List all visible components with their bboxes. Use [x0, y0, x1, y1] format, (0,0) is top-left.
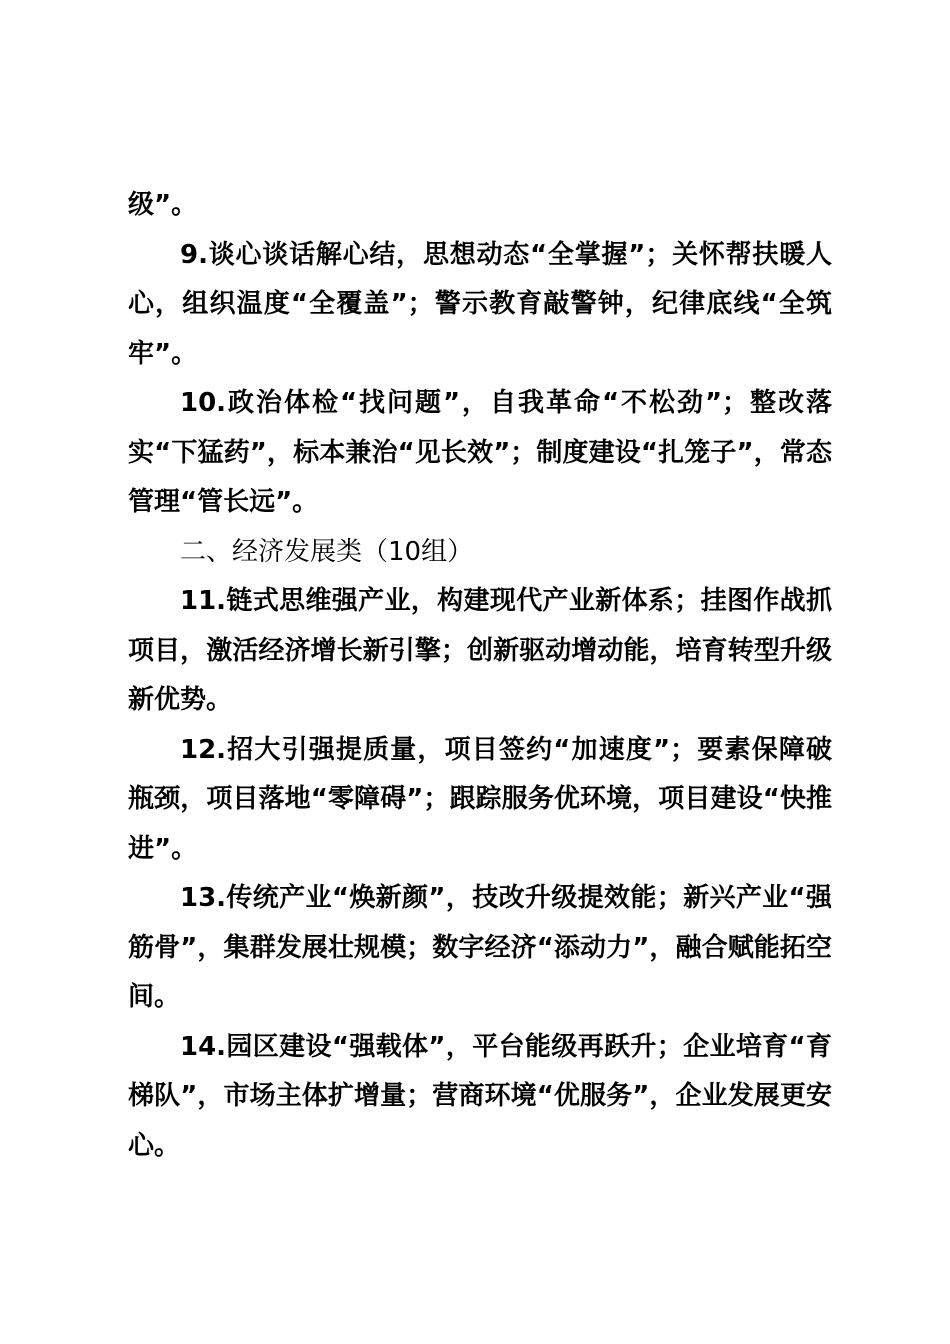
- paragraph-item-13: 13.传统产业“焕新颜”，技改升级提效能；新兴产业“强筋骨”，集群发展壮规模；数字经济“添动力”，融合赋能拓空间。: [128, 883, 832, 1012]
- paragraph-item-11: 11.链式思维强产业，构建现代产业新体系；挂图作战抓项目，激活经济增长新引擎；创新驱动增动能，培育转型升级新优势。: [128, 586, 832, 715]
- paragraph-item-9: 9.谈心谈话解心结，思想动态“全掌握”；关怀帮扶暖人心，组织温度“全覆盖”；警示教育敲警钟，纪律底线“全筑牢”。: [128, 239, 832, 369]
- paragraph-item-14: 14.园区建设“强载体”，平台能级再跃升；企业培育“育梯队”，市场主体扩增量；营商环境“优服务”，企业发展更安心。: [128, 1031, 832, 1161]
- section-heading-economic-development: 二、经济发展类（10组）: [180, 536, 474, 567]
- paragraph-item-10: 10.政治体检“找问题”，自我革命“不松劲”；整改落实“下猛药”，标本兼治“见长效”；制度建设“扎笼子”，常态管理“管长远”。: [128, 388, 832, 517]
- paragraph-item-12: 12.招大引强提质量，项目签约“加速度”；要素保障破瓶颈，项目落地“零障碍”；跟踪服务优环境，项目建设“快推进”。: [128, 734, 832, 864]
- document-page: [128, 181, 832, 1171]
- paragraph-continuation: 级”。: [128, 190, 198, 220]
